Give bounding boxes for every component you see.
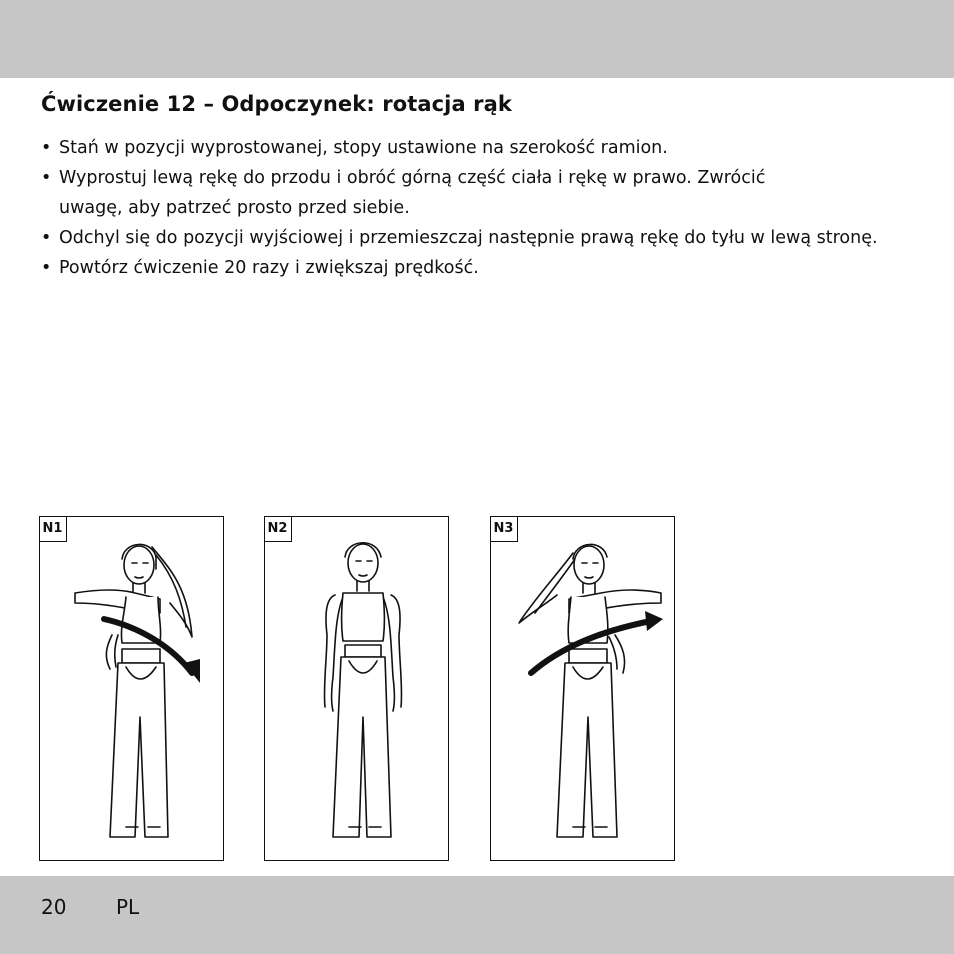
figure-n3-illustration xyxy=(491,517,676,862)
page-title: Ćwiczenie 12 – Odpoczynek: rotacja rąk xyxy=(41,92,512,116)
bullet-symbol: • xyxy=(41,228,52,248)
list-item xyxy=(41,223,921,253)
figure-n1-illustration xyxy=(40,517,225,862)
figure-n2-illustration xyxy=(265,517,450,862)
list-item-text: Wyprostuj lewą rękę do przodu i obróć górną część ciała i rękę w prawo. Zwrócić uwagę, aby patrzeć prosto przed siebie. xyxy=(59,168,766,218)
list-item xyxy=(41,133,921,163)
figure-panel-n3 xyxy=(490,516,675,861)
list-item xyxy=(41,253,921,283)
figure-panel-n2 xyxy=(264,516,449,861)
list-item-text: Odchyl się do pozycji wyjściowej i przemieszczaj następnie prawą rękę do tyłu w lewą stronę. xyxy=(59,228,878,248)
instruction-list xyxy=(41,133,921,283)
bullet-symbol: • xyxy=(41,258,52,278)
header-band xyxy=(0,0,954,78)
list-item-text: Powtórz ćwiczenie 20 razy i zwiększaj prędkość. xyxy=(59,258,479,278)
bullet-symbol: • xyxy=(41,138,52,158)
language-code: PL xyxy=(116,895,140,919)
figure-label: N2 xyxy=(264,516,292,542)
footer-band xyxy=(0,876,954,954)
figure-label: N3 xyxy=(490,516,518,542)
list-item xyxy=(41,163,794,223)
page-number: 20 xyxy=(41,895,67,919)
bullet-symbol: • xyxy=(41,168,52,188)
list-item-text: Stań w pozycji wyprostowanej, stopy ustawione na szerokość ramion. xyxy=(59,138,668,158)
figure-panel-n1 xyxy=(39,516,224,861)
figure-label: N1 xyxy=(39,516,67,542)
